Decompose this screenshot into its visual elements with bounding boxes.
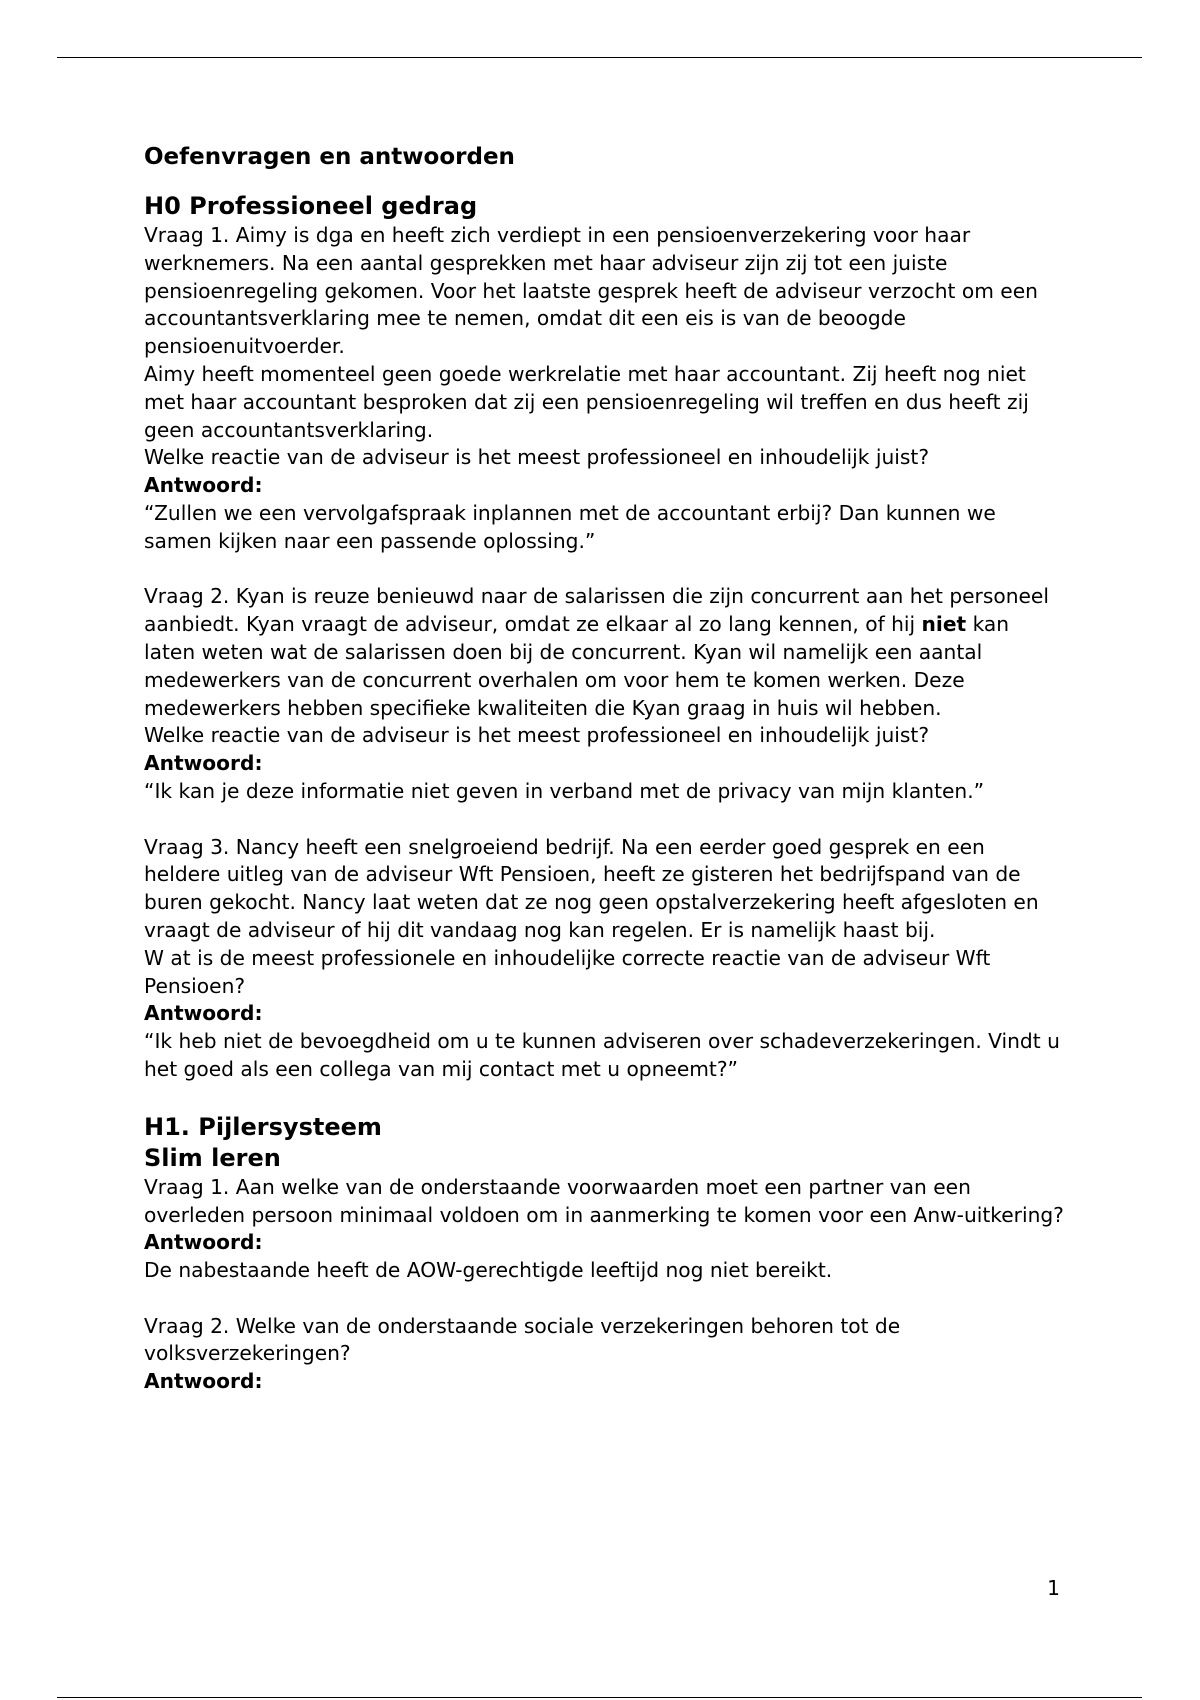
question-prompt: Welke reactie van de adviseur is het meest professioneel en inhoudelijk juist? <box>144 723 930 748</box>
answer-text: “Ik kan je deze informatie niet geven in verband met de privacy van mijn klanten.” <box>144 778 985 803</box>
question-text <box>144 583 1064 722</box>
question-block <box>144 222 1064 556</box>
emphasis-text: niet <box>921 612 967 637</box>
section-title: Slim leren <box>144 1143 281 1172</box>
question-text: Vraag 1. Aan welke van de onderstaande voorwaarden moet een partner van een overleden persoon minimaal voldoen om in aanmerking te komen voor een Anw-uitkering? <box>144 1174 1064 1227</box>
answer-text: “Zullen we een vervolgafspraak inplannen met de accountant erbij? Dan kunnen we samen kijken naar een passende oplossing.” <box>144 500 996 553</box>
header-rule <box>57 57 1142 58</box>
question-block <box>144 583 1064 805</box>
footer-rule <box>57 1697 1142 1698</box>
question-text-part: Vraag 2. Kyan is reuze benieuwd naar de salarissen die zijn concurrent aan het personeel aanbiedt. Kyan vraagt de adviseur, omdat ze elkaar al zo lang kennen, of hij <box>144 584 1049 637</box>
document-title: Oefenvragen en antwoorden <box>144 144 515 170</box>
chapter-title: H0 Professioneel gedrag <box>144 192 478 220</box>
document-body <box>144 142 1064 1396</box>
page-number: 1 <box>1047 1576 1060 1600</box>
answer-label: Antwoord: <box>144 1230 263 1255</box>
answer-text: De nabestaande heeft de AOW-gerechtigde leeftijd nog niet bereikt. <box>144 1258 833 1283</box>
question-text-part: kan laten weten wat de salarissen doen bij de concurrent. Kyan wil namelijk een aantal medewerkers van de concurrent overhalen om voor hem te komen werken. Deze medewerkers hebben specifieke kwaliteiten die Kyan graag in huis wil hebben. <box>144 612 1010 720</box>
question-prompt: W at is de meest professionele en inhoudelijke correcte reactie van de adviseur Wft Pensioen? <box>144 945 991 998</box>
question-block <box>144 1313 1064 1396</box>
answer-label: Antwoord: <box>144 1001 263 1026</box>
question-prompt: Welke reactie van de adviseur is het meest professioneel en inhoudelijk juist? <box>144 445 930 470</box>
answer-label: Antwoord: <box>144 751 263 776</box>
chapter-h0 <box>144 191 1064 1084</box>
answer-text: “Ik heb niet de bevoegdheid om u te kunnen adviseren over schadeverzekeringen. Vindt u het goed als een collega van mij contact met u opneemt?” <box>144 1029 1060 1081</box>
chapter-title: H1. Pijlersysteem <box>144 1112 382 1141</box>
question-block <box>144 834 1064 1084</box>
answer-label: Antwoord: <box>144 473 263 498</box>
chapter-h1 <box>144 1112 1064 1396</box>
question-text: Aimy heeft momenteel geen goede werkrelatie met haar accountant. Zij heeft nog niet met haar accountant besproken dat zij een pensioenregeling wil treffen en dus heeft zij geen accountantsverklaring. <box>144 361 1029 442</box>
question-text: Vraag 1. Aimy is dga en heeft zich verdiept in een pensioenverzekering voor haar werknemers. Na een aantal gesprekken met haar adviseur zijn zij tot een juiste pensioenregeling gekomen. Voor het laatste gesprek heeft de adviseur verzocht om een accountantsverklaring mee te nemen, omdat dit een eis is van de beoogde pensioenuitvoerder. <box>144 223 1038 359</box>
answer-label: Antwoord: <box>144 1369 263 1394</box>
question-block <box>144 1174 1064 1285</box>
question-text: Vraag 2. Welke van de onderstaande sociale verzekeringen behoren tot de volksverzekeringen? <box>144 1313 901 1366</box>
question-text: Vraag 3. Nancy heeft een snelgroeiend bedrijf. Na een eerder goed gesprek en een heldere uitleg van de adviseur Wft Pensioen, heeft ze gisteren het bedrijfspand van de buren gekocht. Nancy laat weten dat ze nog geen opstalverzekering heeft afgesloten en vraagt de adviseur of hij dit vandaag nog kan regelen. Er is namelijk haast bij. <box>144 834 1039 942</box>
